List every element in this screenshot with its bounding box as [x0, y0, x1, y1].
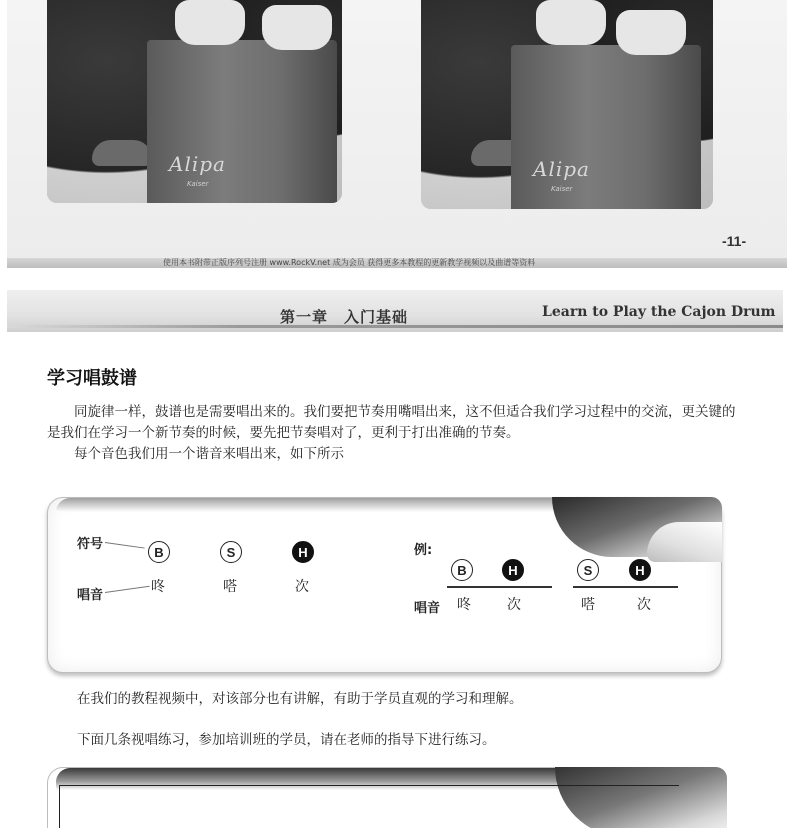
exercise-frame: [59, 785, 679, 828]
symbol-label: 符号: [77, 537, 104, 552]
hihat-symbol: H: [292, 541, 314, 563]
cajon-photo-left: [47, 0, 342, 203]
example-syllable: 次: [637, 597, 651, 613]
example-syllable: 次: [507, 597, 521, 613]
beam-line: [447, 586, 552, 588]
hand: [175, 0, 245, 45]
chapter-title-en: Learn to Play the Cajon Drum: [542, 304, 776, 320]
example-sing-label: 唱音: [414, 601, 441, 616]
hand: [262, 5, 332, 50]
section-title: 学习唱鼓谱: [47, 368, 137, 389]
example-hihat-symbol: H: [629, 559, 651, 581]
chapter-header: [7, 290, 783, 332]
cajon-brand-logo: Alipa: [533, 157, 590, 181]
cajon-photo-right: [421, 0, 713, 209]
page-number: -11-: [722, 233, 747, 249]
chapter-title: 第一章 入门基础: [280, 308, 409, 326]
hand: [616, 10, 686, 55]
sing-label: 唱音: [77, 588, 104, 603]
cajon-brand-sub: Kaiser: [187, 180, 209, 188]
cajon-drum: [147, 40, 337, 203]
bass-symbol: B: [148, 541, 170, 563]
top-page: [7, 0, 787, 268]
footer-note: 使用本书附带正版序列号注册 www.RockV.net 成为会员 获得更多本教程的更新教学视频以及曲谱等资料: [163, 258, 536, 267]
beam-line: [573, 586, 678, 588]
example-syllable: 嗒: [581, 597, 595, 613]
example-bass-symbol: B: [451, 559, 473, 581]
cajon-drum: [511, 45, 701, 209]
example-syllable: 咚: [457, 597, 471, 613]
snare-syllable: 嗒: [223, 579, 237, 595]
example-label: 例:: [414, 543, 433, 558]
bass-syllable: 咚: [151, 579, 165, 595]
hihat-syllable: 次: [295, 579, 309, 595]
example-hihat-symbol: H: [502, 559, 524, 581]
page-curl-fold: [647, 522, 722, 562]
hand: [536, 0, 606, 45]
bottom-page: [7, 290, 783, 828]
paragraph-intro: 同旋律一样，鼓谱也是需要唱出来的。我们要把节奏用嘴唱出来，这不但适合我们学习过程中的交流，更关键的是我们在学习一个新节奏的时候，要先把节奏唱对了，更利于打出准确的节奏。: [47, 404, 736, 441]
snare-symbol: S: [220, 541, 242, 563]
paragraph-syllables: 每个音色我们用一个谐音来唱出来，如下所示: [74, 446, 344, 462]
example-snare-symbol: S: [577, 559, 599, 581]
paragraph-video-note: 在我们的教程视频中，对该部分也有讲解，有助于学员直观的学习和理解。: [77, 691, 523, 707]
cajon-brand-logo: Alipa: [169, 152, 226, 176]
paragraph-practice-note: 下面几条视唱练习，参加培训班的学员，请在老师的指导下进行练习。: [77, 732, 496, 748]
cajon-brand-sub: Kaiser: [551, 185, 573, 193]
